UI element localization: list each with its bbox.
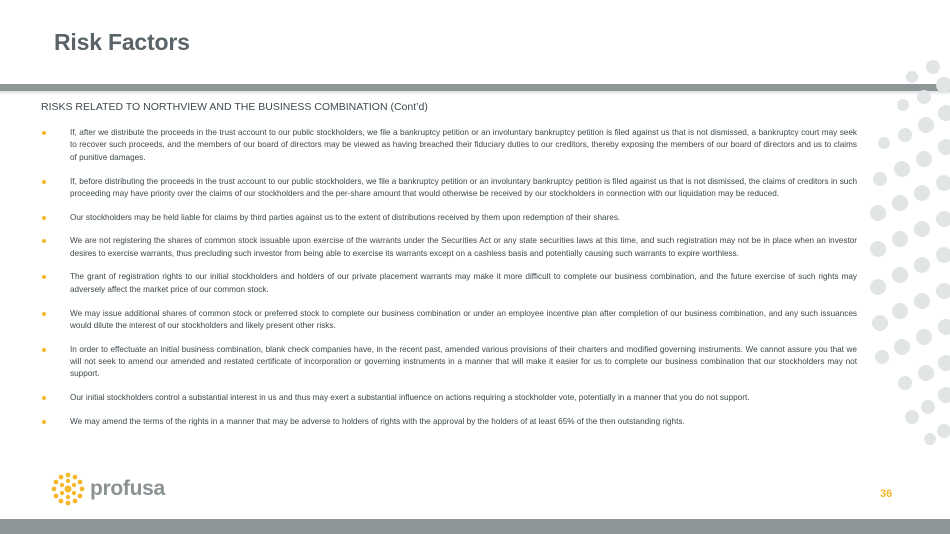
logo-wordmark: profusa	[90, 477, 165, 500]
bullet-dot-icon	[42, 396, 46, 400]
risk-bullet-text: The grant of registration rights to our initial stockholders and holders of our private placement warrants may make it more difficult to complete our business combination, and the future exercise of such rights may adversely affect the market price of our common stock.	[70, 272, 857, 294]
risk-bullet-text: If, after we distribute the proceeds in the trust account to our public stockholders, we file a bankruptcy petition or an involuntary bankruptcy petition is filed against us that is not dismissed, a bankruptcy court may seek to recover such proceeds, and the members of our board of directors may be viewed as having breached their fiduciary duties to our creditors, thereby exposing the members of our board of directors and us to claims of punitive damages.	[70, 128, 857, 162]
risk-bullet-text: Our initial stockholders control a substantial interest in us and thus may exert a substantial influence on actions requiring a stockholder vote, potentially in a manner that you do not support.	[70, 393, 750, 403]
bullet-dot-icon	[42, 275, 46, 279]
risk-bullet	[41, 127, 857, 164]
risk-bullet-text: If, before distributing the proceeds in the trust account to our public stockholders, we file a bankruptcy petition or an involuntary bankruptcy petition is filed against us that is not dismissed, the claims of creditors in such proceeding may have priority over the claims of our stockholders and the per-share amount that would otherwise be received by our stockholders in connection with our liquidation may be reduced.	[70, 176, 857, 198]
bullet-dot-icon	[42, 312, 46, 316]
page-number: 36	[880, 488, 893, 500]
risk-bullet	[41, 308, 857, 333]
risk-bullet-text: Our stockholders may be held liable for claims by third parties against us to the extent of distributions received by them upon redemption of their shares.	[70, 212, 621, 222]
risk-bullet	[41, 176, 857, 201]
company-logo	[50, 471, 165, 507]
bullet-dot-icon	[42, 131, 46, 135]
bullet-dot-icon	[42, 420, 46, 424]
risk-bullet	[41, 344, 857, 381]
bullet-dot-icon	[42, 216, 46, 220]
slide-title: Risk Factors	[54, 29, 190, 55]
risk-bullet-text: In order to effectuate an initial business combination, blank check companies have, in the recent past, amended various provisions of their charters and modified governing instruments. We cannot assure you that we will not seek to amend our amended and restated certificate of incorporation or governing instruments in a manner that will make it easier for us to complete our business combination that our stockholders may not support.	[70, 344, 857, 379]
bullet-dot-icon	[42, 239, 46, 243]
sunburst-logo-icon	[50, 471, 86, 507]
risk-bullet	[41, 392, 857, 404]
risk-bullet-list	[41, 127, 857, 440]
bullet-dot-icon	[42, 180, 46, 184]
risk-bullet	[41, 416, 857, 428]
decorative-dot-pattern	[860, 55, 950, 455]
risk-bullet	[41, 212, 857, 224]
risk-bullet-text: We may issue additional shares of common stock or preferred stock to complete our business combination or under an employee incentive plan after completion of our business combination, and any such issuances would dilute the interest of our stockholders and likely present other risks.	[70, 308, 857, 330]
header-divider-shadow	[0, 91, 950, 95]
header-divider	[0, 84, 950, 91]
risk-bullet-text: We may amend the terms of the rights in a manner that may be adverse to holders of rights with the approval by the holders of at least 65% of the then outstanding rights.	[70, 416, 685, 426]
risk-bullet	[41, 271, 857, 296]
risk-bullet-text: We are not registering the shares of common stock issuable upon exercise of the warrants under the Securities Act or any state securities laws at this time, and such registration may not be in place when an investor desires to exercise warrants, thus precluding such investor from being able to exercise its warrants except on a cashless basis and potentially causing such warrants to expire worthless.	[70, 236, 857, 258]
bullet-dot-icon	[42, 348, 46, 352]
footer-bar	[0, 519, 950, 534]
section-subtitle: RISKS RELATED TO NORTHVIEW AND THE BUSINESS COMBINATION (Cont’d)	[41, 101, 428, 113]
risk-bullet	[41, 235, 857, 260]
